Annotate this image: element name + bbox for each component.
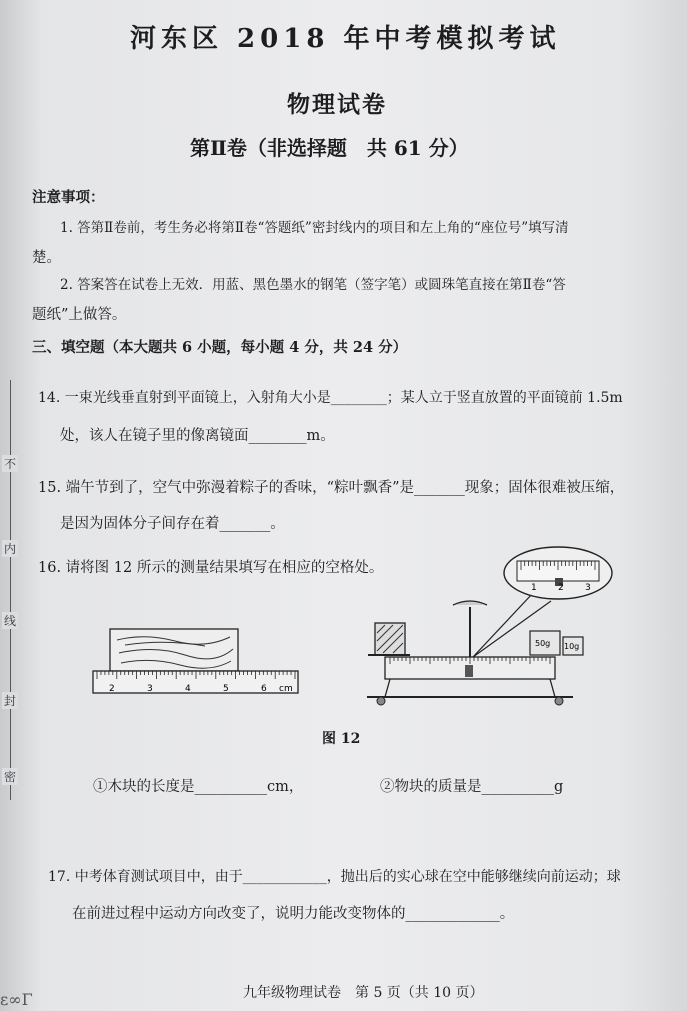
question-15: 15. 端午节到了，空气中弥漫着粽子的香味，“粽叶飘香”是_______现象；固体很难被压缩， — [38, 480, 625, 496]
ruler-tick-label: 5 — [223, 684, 229, 694]
question-14: 14. 一束光线垂直射到平面镜上，入射角大小是________；某人立于竖直放置的平面镜前 1.5m — [38, 390, 623, 406]
ruler-tick-label: 6 — [261, 684, 267, 694]
binding-char: 线 — [3, 614, 16, 628]
notes-heading: 注意事项： — [32, 189, 105, 206]
weight-10g: 10g — [564, 642, 580, 651]
subject-title: 物理试卷 — [287, 91, 387, 118]
zoom-tick-label: 1 — [531, 583, 537, 593]
answer-16-1: ①木块的长度是__________cm， — [93, 779, 304, 795]
binding-margin — [0, 380, 20, 800]
ruler-tick-label: 2 — [109, 684, 115, 694]
ruler-tick-label: 4 — [185, 684, 191, 694]
ruler-diagram — [93, 629, 298, 694]
figure-caption: 图 12 — [322, 731, 361, 747]
note-2: 2. 答案答在试卷上无效．用蓝、黑色墨水的钢笔（签字笔）或圆珠笔直接在第Ⅱ卷“答 — [60, 277, 566, 293]
binding-char: 密 — [3, 770, 16, 784]
question-16: 16. 请将图 12 所示的测量结果填写在相应的空格处。 — [38, 560, 384, 576]
question-17: 17. 中考体育测试项目中，由于____________，抛出后的实心球在空中能够继续向前运动；球 — [48, 869, 621, 885]
seal-line — [10, 380, 11, 800]
weight-50g: 50g — [535, 639, 551, 648]
ruler-tick-label: 3 — [147, 684, 153, 694]
section-title: 第Ⅱ卷（非选择题 共 61 分） — [190, 136, 469, 160]
exam-title: 河东区 2018 年中考模拟考试 — [130, 24, 561, 54]
binding-char: 内 — [3, 542, 16, 556]
page-footer: 九年级物理试卷 第 5 页（共 10 页） — [243, 985, 484, 1001]
ruler-unit: cm — [279, 684, 293, 694]
answer-16-2: ②物块的质量是__________g — [380, 779, 564, 795]
note-1-cont: 楚。 — [32, 250, 61, 266]
binding-char: 封 — [3, 694, 16, 708]
question-14-cont: 处，该人在镜子里的像离镜面________m。 — [60, 428, 335, 444]
note-2-cont: 题纸”上做答。 — [32, 307, 127, 323]
note-1: 1. 答第Ⅱ卷前，考生务必将第Ⅱ卷“答题纸”密封线内的项目和左上角的“座位号”填写清 — [60, 220, 569, 236]
figure-12 — [85, 545, 645, 745]
binding-char: 不 — [3, 457, 16, 471]
balance-diagram — [367, 547, 612, 705]
question-17-cont: 在前进过程中运动方向改变了，说明力能改变物体的_____________。 — [72, 906, 515, 922]
zoom-tick-label: 3 — [585, 583, 591, 593]
question-15-cont: 是因为固体分子间存在着_______。 — [60, 516, 285, 532]
corner-mark: ε∞Γ — [0, 990, 33, 1009]
section-3-heading: 三、填空题（本大题共 6 小题，每小题 4 分，共 24 分） — [32, 339, 408, 356]
zoom-tick-label: 2 — [558, 583, 564, 593]
